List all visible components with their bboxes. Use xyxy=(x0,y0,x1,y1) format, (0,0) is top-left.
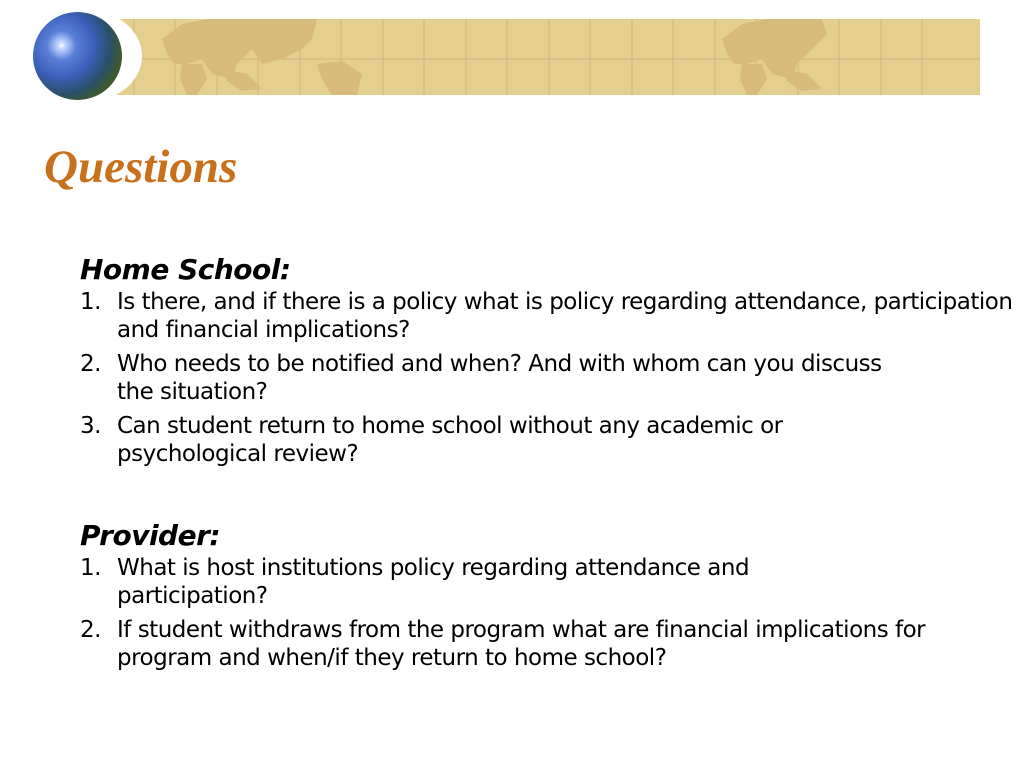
section-home-school xyxy=(80,252,1017,474)
item-text: Is there, and if there is a policy what is policy regarding attendance, participation and financial implications? xyxy=(117,289,1013,343)
item-number: 2. xyxy=(80,351,101,377)
section-heading: Provider: xyxy=(80,519,221,552)
item-text: If student withdraws from the program what are financial implications for program and when/if they return to home school? xyxy=(117,617,926,671)
item-number: 3. xyxy=(80,413,101,439)
list-item xyxy=(80,412,917,468)
world-map-graphic xyxy=(62,19,980,95)
section-provider xyxy=(80,518,987,678)
slide-title: Questions xyxy=(44,141,238,193)
list-item xyxy=(80,350,917,406)
item-text: Who needs to be notified and when? And with whom can you discuss the situation? xyxy=(117,351,882,405)
item-number: 1. xyxy=(80,289,101,315)
item-text: What is host institutions policy regarding attendance and participation? xyxy=(117,555,750,609)
globe-icon xyxy=(33,12,122,100)
section-heading: Home School: xyxy=(80,253,291,286)
item-text: Can student return to home school without any academic or psychological review? xyxy=(117,413,783,467)
item-number: 2. xyxy=(80,617,101,643)
list-item xyxy=(80,288,1017,344)
list-item xyxy=(80,616,987,672)
world-map-banner xyxy=(62,19,980,95)
list-item xyxy=(80,554,877,610)
item-number: 1. xyxy=(80,555,101,581)
